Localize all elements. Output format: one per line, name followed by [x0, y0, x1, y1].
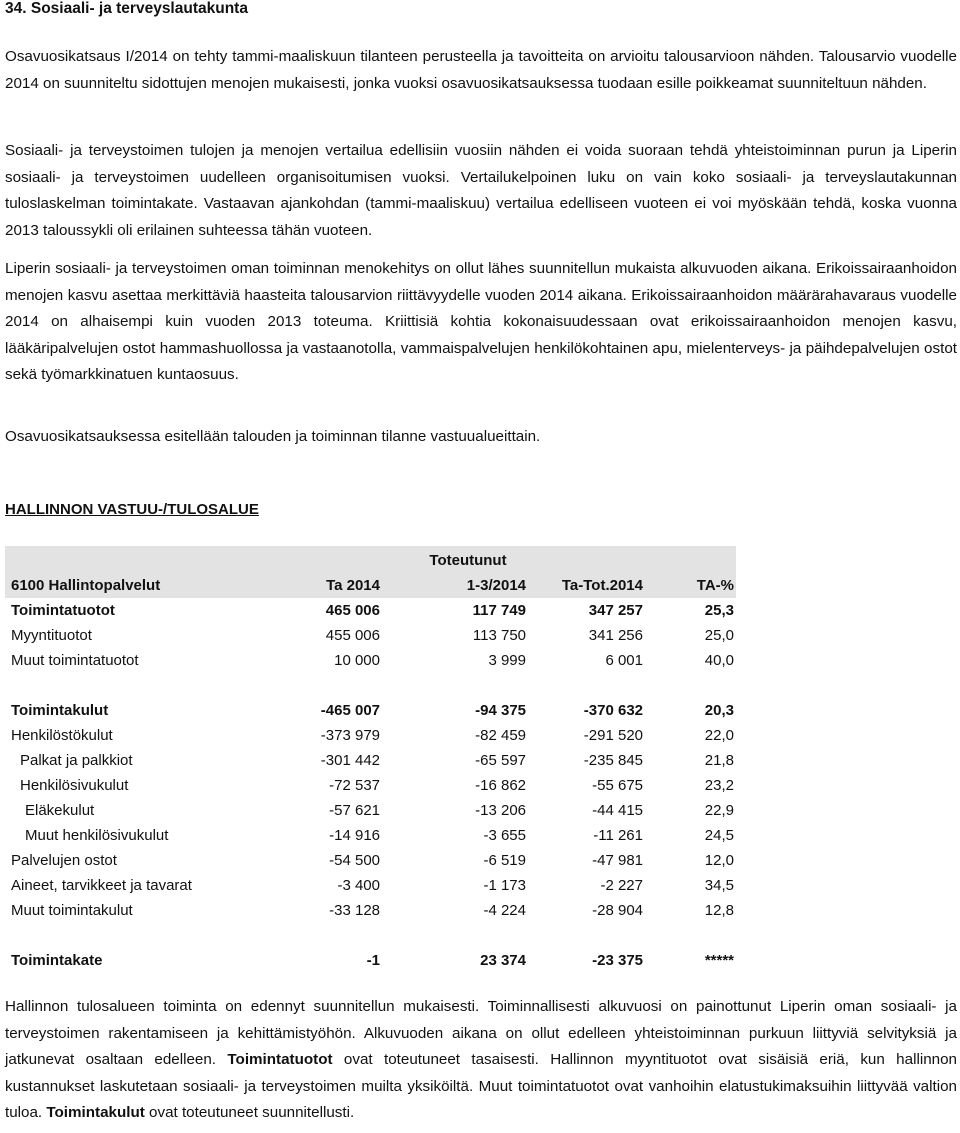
- table-body: [5, 598, 736, 973]
- table-row: [5, 798, 736, 823]
- table-header-row: [5, 572, 736, 598]
- budget-cell: -1: [366, 952, 380, 969]
- closing-bold-1: Toimintatuotot: [227, 1051, 333, 1068]
- table-spacer-row: [5, 923, 736, 948]
- table-row: [5, 848, 736, 873]
- header-top-cell: [285, 546, 380, 572]
- intro-paragraph-4: Osavuosikatsauksessa esitellään talouden ja toiminnan tilanne vastuualueittain.: [5, 428, 541, 445]
- row-label: Henkilöstökulut: [11, 727, 113, 744]
- actual-cell: 23 374: [480, 952, 526, 969]
- table-row: [5, 623, 736, 648]
- header-cell-difference: Ta-Tot.2014: [526, 572, 643, 598]
- header-top-cell: Toteutunut: [380, 546, 526, 572]
- row-label: Palkat ja palkkiot: [20, 752, 133, 769]
- actual-cell: -65 597: [475, 752, 526, 769]
- intro-paragraph-3: Liperin sosiaali- ja terveystoimen oman toiminnan menokehitys on ollut lähes suunnitellun mukaista alkuvuoden aikana. Erikoissairaanhoidon menojen kasvu asettaa merkittäviä haasteita talousarvion riittävyydelle vuoden 2014 aikana. Erikoissairaanhoidon määrärahavaraus vuodelle 2014 on alhaisempi kuin vuoden 2013 toteuma. Kriittisiä kohtia kokonaisuudessaan ovat erikoissairaanhoidon menojen kasvu, lääkäripalvelujen ostot hammashuollossa ja vastaanotolla, vammaispalvelujen henkilökohtainen apu, mielenterveys- ja päihdepalvelujen ostot sekä työmarkkinatuen kuntaosuus.: [5, 260, 957, 383]
- budget-cell: 465 006: [325, 602, 380, 619]
- closing-text-3: ovat toteutuneet suunnitellusti.: [144, 1104, 355, 1121]
- intro-paragraph-2: Sosiaali- ja terveystoimen tulojen ja menojen vertailua edellisiin vuosiin nähden ei voida suoraan tehdä yhteistoiminnan purun ja Liperin sosiaali- ja terveystoimen uudelleen organisoitumisen vuoksi. Vertailukelpoinen luku on vain koko sosiaali- ja terveyslautakunnan tuloslaskelman toimintakate. Vastaavan ajankohdan (tammi-maaliskuu) vertailua edelliseen vuoteen ei voi myöskään tehdä, koska vuonna 2013 taloussykli oli erilainen suhteessa tähän vuoteen.: [5, 142, 957, 239]
- percent-cell: 24,5: [704, 827, 734, 844]
- spacer-cell: [5, 673, 736, 698]
- header-top-cell: [643, 546, 736, 572]
- table-row: [5, 898, 736, 923]
- row-label: Toimintakate: [11, 952, 103, 969]
- row-label: Muut toimintatuotot: [11, 652, 139, 669]
- table-row: [5, 748, 736, 773]
- percent-cell: 25,0: [704, 627, 734, 644]
- difference-cell: -28 904: [592, 902, 643, 919]
- row-label: Aineet, tarvikkeet ja tavarat: [11, 877, 192, 894]
- budget-cell: -54 500: [329, 852, 380, 869]
- table-row: [5, 598, 736, 623]
- percent-cell: 20,3: [704, 702, 734, 719]
- percent-cell: 25,3: [704, 602, 734, 619]
- row-label: Toimintatuotot: [11, 602, 115, 619]
- difference-cell: -2 227: [600, 877, 643, 894]
- difference-cell: -55 675: [592, 777, 643, 794]
- actual-cell: -1 173: [483, 877, 526, 894]
- percent-cell: 22,9: [704, 802, 734, 819]
- actual-cell: -3 655: [483, 827, 526, 844]
- header-cell-budget: Ta 2014: [285, 572, 380, 598]
- difference-cell: 6 001: [605, 652, 643, 669]
- difference-cell: -235 845: [583, 752, 643, 769]
- row-label: Muut henkilösivukulut: [25, 827, 169, 844]
- budget-cell: -301 442: [320, 752, 380, 769]
- difference-cell: -23 375: [592, 952, 643, 969]
- closing-text-2: ovat toteutuneet tasaisesti. Hallinnon myyntituotot ovat sisäisiä eriä, kun hallinnon kustannukset laskutetaan sosiaali- ja terveystoimen muilta yksiköiltä. Muut toimintatuotot ovat vanhoihin elatustukimaksuihin liittyvää valtion tuloa.: [5, 1051, 957, 1121]
- closing-bold-2: Toimintakulut: [46, 1104, 145, 1121]
- budget-cell: 10 000: [334, 652, 380, 669]
- budget-cell: -72 537: [329, 777, 380, 794]
- actual-cell: -16 862: [475, 777, 526, 794]
- difference-cell: -11 261: [593, 827, 643, 844]
- table-spacer-row: [5, 673, 736, 698]
- actual-cell: 117 749: [472, 602, 526, 619]
- table-header-top-row: [5, 546, 736, 572]
- spacer-cell: [5, 923, 736, 948]
- difference-cell: -47 981: [592, 852, 643, 869]
- row-label: Henkilösivukulut: [20, 777, 129, 794]
- difference-cell: -44 415: [592, 802, 643, 819]
- row-label: Muut toimintakulut: [11, 902, 133, 919]
- percent-cell: 40,0: [704, 652, 734, 669]
- difference-cell: -291 520: [583, 727, 643, 744]
- table-row: [5, 823, 736, 848]
- percent-cell: 21,8: [704, 752, 734, 769]
- row-label: Eläkekulut: [25, 802, 95, 819]
- difference-cell: 347 257: [588, 602, 643, 619]
- header-cell-percent: TA-%: [643, 572, 736, 598]
- actual-cell: -94 375: [475, 702, 526, 719]
- budget-cell: 455 006: [325, 627, 380, 644]
- budget-cell: -3 400: [337, 877, 380, 894]
- percent-cell: 34,5: [704, 877, 734, 894]
- financial-table: [5, 546, 736, 973]
- budget-cell: -33 128: [329, 902, 380, 919]
- budget-cell: -373 979: [320, 727, 380, 744]
- table-row: [5, 948, 736, 973]
- table-row: [5, 773, 736, 798]
- percent-cell: 23,2: [704, 777, 734, 794]
- actual-cell: -6 519: [483, 852, 526, 869]
- header-top-cell: [5, 546, 285, 572]
- percent-cell: 22,0: [704, 727, 734, 744]
- difference-cell: 341 256: [588, 627, 643, 644]
- actual-cell: -4 224: [483, 902, 526, 919]
- header-cell-actual: 1-3/2014: [380, 572, 526, 598]
- table-row: [5, 873, 736, 898]
- row-label: Myyntituotot: [11, 627, 92, 644]
- actual-cell: 3 999: [488, 652, 526, 669]
- actual-cell: -13 206: [475, 802, 526, 819]
- percent-cell: 12,0: [704, 852, 734, 869]
- page-title: 34. Sosiaali- ja terveyslautakunta: [5, 0, 248, 17]
- budget-cell: -57 621: [329, 802, 380, 819]
- closing-paragraph: [5, 994, 957, 1127]
- section-title: HALLINNON VASTUU-/TULOSALUE: [5, 501, 259, 518]
- percent-cell: 12,8: [704, 902, 734, 919]
- difference-cell: -370 632: [583, 702, 643, 719]
- budget-cell: -14 916: [329, 827, 380, 844]
- actual-cell: 113 750: [472, 627, 526, 644]
- budget-cell: -465 007: [320, 702, 380, 719]
- row-label: Palvelujen ostot: [11, 852, 117, 869]
- header-top-cell: [526, 546, 643, 572]
- table-row: [5, 723, 736, 748]
- row-label: Toimintakulut: [11, 702, 109, 719]
- intro-paragraph-1: Osavuosikatsaus I/2014 on tehty tammi-maaliskuun tilanteen perusteella ja tavoitteita on arvioitu talousarvioon nähden. Talousarvio vuodelle 2014 on suunniteltu sidottujen menojen mukaisesti, jonka vuoksi osavuosikatsauksessa tuodaan esille poikkeamat suunniteltuun nähden.: [5, 48, 957, 92]
- closing-text-1: Hallinnon tulosalueen toiminta on edennyt suunnitellun mukaisesti. Toiminnallisesti alkuvuosi on painottunut Liperin oman sosiaali- ja terveystoimen rakentamiseen ja kehittämistyöhön. Alkuvuoden aikana on ollut edelleen yhteistoiminnan purkuun liittyviä selvityksiä ja jatkunevat osaltaan edelleen.: [5, 998, 957, 1068]
- actual-cell: -82 459: [475, 727, 526, 744]
- table-row: [5, 648, 736, 673]
- percent-cell: *****: [704, 952, 734, 969]
- table-row: [5, 698, 736, 723]
- header-cell-unit: 6100 Hallintopalvelut: [5, 572, 285, 598]
